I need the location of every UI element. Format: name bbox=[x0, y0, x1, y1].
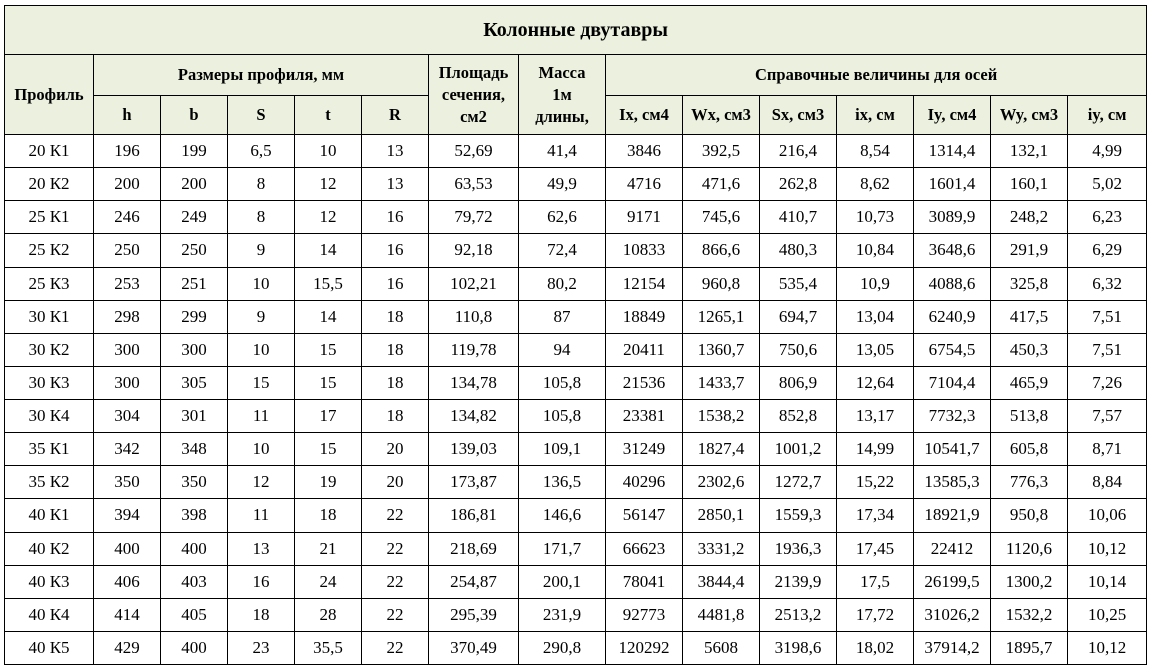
header-ix-moment: Ix, см4 bbox=[606, 96, 683, 135]
value-cell: 246 bbox=[94, 201, 161, 234]
value-cell: 950,8 bbox=[991, 499, 1068, 532]
profile-cell: 30 К3 bbox=[5, 366, 94, 399]
value-cell: 62,6 bbox=[519, 201, 606, 234]
value-cell: 94 bbox=[519, 333, 606, 366]
profile-cell: 40 К4 bbox=[5, 598, 94, 631]
value-cell: 513,8 bbox=[991, 400, 1068, 433]
value-cell: 300 bbox=[161, 333, 228, 366]
value-cell: 110,8 bbox=[429, 300, 519, 333]
value-cell: 52,69 bbox=[429, 135, 519, 168]
value-cell: 23381 bbox=[606, 400, 683, 433]
value-cell: 8,54 bbox=[837, 135, 914, 168]
value-cell: 31249 bbox=[606, 433, 683, 466]
profile-cell: 30 К2 bbox=[5, 333, 94, 366]
value-cell: 3846 bbox=[606, 135, 683, 168]
header-wy-modulus: Wy, см3 bbox=[991, 96, 1068, 135]
value-cell: 13 bbox=[228, 532, 295, 565]
value-cell: 13 bbox=[362, 135, 429, 168]
value-cell: 7,26 bbox=[1068, 366, 1147, 399]
value-cell: 10,12 bbox=[1068, 532, 1147, 565]
profile-cell: 40 К3 bbox=[5, 565, 94, 598]
value-cell: 745,6 bbox=[683, 201, 760, 234]
value-cell: 10 bbox=[228, 333, 295, 366]
value-cell: 56147 bbox=[606, 499, 683, 532]
value-cell: 605,8 bbox=[991, 433, 1068, 466]
value-cell: 160,1 bbox=[991, 168, 1068, 201]
value-cell: 134,82 bbox=[429, 400, 519, 433]
value-cell: 109,1 bbox=[519, 433, 606, 466]
value-cell: 4,99 bbox=[1068, 135, 1147, 168]
value-cell: 262,8 bbox=[760, 168, 837, 201]
table-row bbox=[5, 168, 1147, 201]
value-cell: 960,8 bbox=[683, 267, 760, 300]
value-cell: 6240,9 bbox=[914, 300, 991, 333]
value-cell: 8 bbox=[228, 201, 295, 234]
value-cell: 480,3 bbox=[760, 234, 837, 267]
value-cell: 6754,5 bbox=[914, 333, 991, 366]
value-cell: 134,78 bbox=[429, 366, 519, 399]
value-cell: 79,72 bbox=[429, 201, 519, 234]
profile-cell: 25 К1 bbox=[5, 201, 94, 234]
value-cell: 1272,7 bbox=[760, 466, 837, 499]
header-dim-s: S bbox=[228, 96, 295, 135]
value-cell: 392,5 bbox=[683, 135, 760, 168]
header-iy-radius: iy, см bbox=[1068, 96, 1147, 135]
value-cell: 18 bbox=[295, 499, 362, 532]
value-cell: 12 bbox=[295, 168, 362, 201]
value-cell: 20 bbox=[362, 466, 429, 499]
value-cell: 10,73 bbox=[837, 201, 914, 234]
value-cell: 253 bbox=[94, 267, 161, 300]
value-cell: 17,5 bbox=[837, 565, 914, 598]
value-cell: 18 bbox=[362, 366, 429, 399]
value-cell: 87 bbox=[519, 300, 606, 333]
value-cell: 28 bbox=[295, 598, 362, 631]
value-cell: 120292 bbox=[606, 631, 683, 664]
value-cell: 18,02 bbox=[837, 631, 914, 664]
value-cell: 300 bbox=[94, 366, 161, 399]
profile-cell: 40 К5 bbox=[5, 631, 94, 664]
value-cell: 398 bbox=[161, 499, 228, 532]
value-cell: 11 bbox=[228, 499, 295, 532]
value-cell: 8,62 bbox=[837, 168, 914, 201]
value-cell: 14,99 bbox=[837, 433, 914, 466]
value-cell: 694,7 bbox=[760, 300, 837, 333]
value-cell: 1559,3 bbox=[760, 499, 837, 532]
header-sx-static: Sx, см3 bbox=[760, 96, 837, 135]
value-cell: 3089,9 bbox=[914, 201, 991, 234]
value-cell: 1001,2 bbox=[760, 433, 837, 466]
value-cell: 400 bbox=[161, 532, 228, 565]
value-cell: 6,5 bbox=[228, 135, 295, 168]
value-cell: 17,45 bbox=[837, 532, 914, 565]
value-cell: 15 bbox=[295, 433, 362, 466]
value-cell: 14 bbox=[295, 300, 362, 333]
value-cell: 299 bbox=[161, 300, 228, 333]
value-cell: 72,4 bbox=[519, 234, 606, 267]
profile-cell: 30 К1 bbox=[5, 300, 94, 333]
value-cell: 3648,6 bbox=[914, 234, 991, 267]
value-cell: 2513,2 bbox=[760, 598, 837, 631]
value-cell: 417,5 bbox=[991, 300, 1068, 333]
header-dim-h: h bbox=[94, 96, 161, 135]
value-cell: 20 bbox=[362, 433, 429, 466]
value-cell: 63,53 bbox=[429, 168, 519, 201]
value-cell: 394 bbox=[94, 499, 161, 532]
value-cell: 173,87 bbox=[429, 466, 519, 499]
table-row bbox=[5, 267, 1147, 300]
value-cell: 41,4 bbox=[519, 135, 606, 168]
value-cell: 22412 bbox=[914, 532, 991, 565]
value-cell: 254,87 bbox=[429, 565, 519, 598]
value-cell: 18921,9 bbox=[914, 499, 991, 532]
profile-cell: 35 К2 bbox=[5, 466, 94, 499]
value-cell: 2302,6 bbox=[683, 466, 760, 499]
value-cell: 19 bbox=[295, 466, 362, 499]
table-title: Колонные двутавры bbox=[5, 6, 1147, 55]
value-cell: 15,5 bbox=[295, 267, 362, 300]
value-cell: 7732,3 bbox=[914, 400, 991, 433]
value-cell: 92773 bbox=[606, 598, 683, 631]
value-cell: 348 bbox=[161, 433, 228, 466]
value-cell: 80,2 bbox=[519, 267, 606, 300]
value-cell: 13,05 bbox=[837, 333, 914, 366]
value-cell: 6,29 bbox=[1068, 234, 1147, 267]
value-cell: 136,5 bbox=[519, 466, 606, 499]
value-cell: 291,9 bbox=[991, 234, 1068, 267]
value-cell: 535,4 bbox=[760, 267, 837, 300]
value-cell: 13585,3 bbox=[914, 466, 991, 499]
table-row bbox=[5, 333, 1147, 366]
value-cell: 31026,2 bbox=[914, 598, 991, 631]
value-cell: 139,03 bbox=[429, 433, 519, 466]
value-cell: 10,9 bbox=[837, 267, 914, 300]
value-cell: 17,34 bbox=[837, 499, 914, 532]
value-cell: 22 bbox=[362, 532, 429, 565]
table-row bbox=[5, 532, 1147, 565]
value-cell: 218,69 bbox=[429, 532, 519, 565]
header-dim-b: b bbox=[161, 96, 228, 135]
value-cell: 10,84 bbox=[837, 234, 914, 267]
value-cell: 23 bbox=[228, 631, 295, 664]
value-cell: 7104,4 bbox=[914, 366, 991, 399]
header-iy-moment: Iy, см4 bbox=[914, 96, 991, 135]
value-cell: 9171 bbox=[606, 201, 683, 234]
value-cell: 16 bbox=[362, 267, 429, 300]
profile-cell: 40 К1 bbox=[5, 499, 94, 532]
value-cell: 20411 bbox=[606, 333, 683, 366]
value-cell: 251 bbox=[161, 267, 228, 300]
value-cell: 1360,7 bbox=[683, 333, 760, 366]
value-cell: 10541,7 bbox=[914, 433, 991, 466]
value-cell: 16 bbox=[362, 201, 429, 234]
value-cell: 9 bbox=[228, 300, 295, 333]
header-wx-modulus: Wx, см3 bbox=[683, 96, 760, 135]
value-cell: 5,02 bbox=[1068, 168, 1147, 201]
value-cell: 18 bbox=[362, 300, 429, 333]
value-cell: 18 bbox=[228, 598, 295, 631]
value-cell: 248,2 bbox=[991, 201, 1068, 234]
value-cell: 15 bbox=[295, 366, 362, 399]
value-cell: 22 bbox=[362, 565, 429, 598]
value-cell: 17,72 bbox=[837, 598, 914, 631]
value-cell: 8,71 bbox=[1068, 433, 1147, 466]
value-cell: 21536 bbox=[606, 366, 683, 399]
value-cell: 9 bbox=[228, 234, 295, 267]
value-cell: 8 bbox=[228, 168, 295, 201]
table-row bbox=[5, 201, 1147, 234]
value-cell: 199 bbox=[161, 135, 228, 168]
value-cell: 22 bbox=[362, 499, 429, 532]
value-cell: 21 bbox=[295, 532, 362, 565]
value-cell: 2850,1 bbox=[683, 499, 760, 532]
value-cell: 410,7 bbox=[760, 201, 837, 234]
value-cell: 146,6 bbox=[519, 499, 606, 532]
value-cell: 4716 bbox=[606, 168, 683, 201]
value-cell: 1538,2 bbox=[683, 400, 760, 433]
value-cell: 1601,4 bbox=[914, 168, 991, 201]
value-cell: 1265,1 bbox=[683, 300, 760, 333]
value-cell: 866,6 bbox=[683, 234, 760, 267]
header-profile: Профиль bbox=[5, 55, 94, 135]
value-cell: 49,9 bbox=[519, 168, 606, 201]
value-cell: 186,81 bbox=[429, 499, 519, 532]
table-row bbox=[5, 499, 1147, 532]
value-cell: 200 bbox=[94, 168, 161, 201]
value-cell: 12 bbox=[228, 466, 295, 499]
value-cell: 6,32 bbox=[1068, 267, 1147, 300]
value-cell: 13,17 bbox=[837, 400, 914, 433]
value-cell: 750,6 bbox=[760, 333, 837, 366]
value-cell: 290,8 bbox=[519, 631, 606, 664]
profile-cell: 20 К2 bbox=[5, 168, 94, 201]
value-cell: 776,3 bbox=[991, 466, 1068, 499]
value-cell: 24 bbox=[295, 565, 362, 598]
value-cell: 7,51 bbox=[1068, 300, 1147, 333]
value-cell: 301 bbox=[161, 400, 228, 433]
header-dimensions-group: Размеры профиля, мм bbox=[94, 55, 429, 96]
value-cell: 1895,7 bbox=[991, 631, 1068, 664]
value-cell: 370,49 bbox=[429, 631, 519, 664]
value-cell: 35,5 bbox=[295, 631, 362, 664]
header-mass: Масса 1м длины, bbox=[519, 55, 606, 135]
table-row bbox=[5, 300, 1147, 333]
value-cell: 7,51 bbox=[1068, 333, 1147, 366]
value-cell: 400 bbox=[161, 631, 228, 664]
value-cell: 14 bbox=[295, 234, 362, 267]
value-cell: 10,12 bbox=[1068, 631, 1147, 664]
value-cell: 10 bbox=[228, 267, 295, 300]
value-cell: 102,21 bbox=[429, 267, 519, 300]
table-row bbox=[5, 631, 1147, 664]
value-cell: 406 bbox=[94, 565, 161, 598]
table-row bbox=[5, 234, 1147, 267]
value-cell: 13 bbox=[362, 168, 429, 201]
value-cell: 3198,6 bbox=[760, 631, 837, 664]
value-cell: 429 bbox=[94, 631, 161, 664]
value-cell: 1532,2 bbox=[991, 598, 1068, 631]
value-cell: 10833 bbox=[606, 234, 683, 267]
value-cell: 295,39 bbox=[429, 598, 519, 631]
value-cell: 298 bbox=[94, 300, 161, 333]
value-cell: 171,7 bbox=[519, 532, 606, 565]
table-row bbox=[5, 433, 1147, 466]
value-cell: 22 bbox=[362, 631, 429, 664]
value-cell: 18849 bbox=[606, 300, 683, 333]
value-cell: 465,9 bbox=[991, 366, 1068, 399]
value-cell: 4088,6 bbox=[914, 267, 991, 300]
value-cell: 3844,4 bbox=[683, 565, 760, 598]
i-beam-table bbox=[4, 5, 1147, 665]
value-cell: 196 bbox=[94, 135, 161, 168]
table-body bbox=[5, 135, 1147, 665]
value-cell: 305 bbox=[161, 366, 228, 399]
value-cell: 200 bbox=[161, 168, 228, 201]
value-cell: 12 bbox=[295, 201, 362, 234]
value-cell: 11 bbox=[228, 400, 295, 433]
value-cell: 12154 bbox=[606, 267, 683, 300]
profile-cell: 35 К1 bbox=[5, 433, 94, 466]
value-cell: 10,14 bbox=[1068, 565, 1147, 598]
value-cell: 231,9 bbox=[519, 598, 606, 631]
value-cell: 4481,8 bbox=[683, 598, 760, 631]
value-cell: 18 bbox=[362, 333, 429, 366]
table-row bbox=[5, 466, 1147, 499]
value-cell: 403 bbox=[161, 565, 228, 598]
profile-cell: 25 К3 bbox=[5, 267, 94, 300]
value-cell: 325,8 bbox=[991, 267, 1068, 300]
header-area: Площадь сечения, см2 bbox=[429, 55, 519, 135]
value-cell: 1827,4 bbox=[683, 433, 760, 466]
value-cell: 10,25 bbox=[1068, 598, 1147, 631]
value-cell: 26199,5 bbox=[914, 565, 991, 598]
value-cell: 400 bbox=[94, 532, 161, 565]
value-cell: 1120,6 bbox=[991, 532, 1068, 565]
value-cell: 6,23 bbox=[1068, 201, 1147, 234]
header-axes-group: Справочные величины для осей bbox=[606, 55, 1147, 96]
value-cell: 105,8 bbox=[519, 366, 606, 399]
value-cell: 1433,7 bbox=[683, 366, 760, 399]
table-row bbox=[5, 366, 1147, 399]
value-cell: 5608 bbox=[683, 631, 760, 664]
value-cell: 350 bbox=[161, 466, 228, 499]
value-cell: 450,3 bbox=[991, 333, 1068, 366]
value-cell: 300 bbox=[94, 333, 161, 366]
value-cell: 119,78 bbox=[429, 333, 519, 366]
value-cell: 350 bbox=[94, 466, 161, 499]
value-cell: 12,64 bbox=[837, 366, 914, 399]
value-cell: 250 bbox=[94, 234, 161, 267]
value-cell: 216,4 bbox=[760, 135, 837, 168]
value-cell: 15 bbox=[228, 366, 295, 399]
value-cell: 40296 bbox=[606, 466, 683, 499]
value-cell: 22 bbox=[362, 598, 429, 631]
value-cell: 10,06 bbox=[1068, 499, 1147, 532]
value-cell: 8,84 bbox=[1068, 466, 1147, 499]
value-cell: 1936,3 bbox=[760, 532, 837, 565]
value-cell: 405 bbox=[161, 598, 228, 631]
value-cell: 18 bbox=[362, 400, 429, 433]
header-ix-radius: ix, см bbox=[837, 96, 914, 135]
value-cell: 37914,2 bbox=[914, 631, 991, 664]
value-cell: 342 bbox=[94, 433, 161, 466]
value-cell: 852,8 bbox=[760, 400, 837, 433]
value-cell: 15,22 bbox=[837, 466, 914, 499]
value-cell: 2139,9 bbox=[760, 565, 837, 598]
value-cell: 10 bbox=[228, 433, 295, 466]
value-cell: 92,18 bbox=[429, 234, 519, 267]
value-cell: 471,6 bbox=[683, 168, 760, 201]
value-cell: 1300,2 bbox=[991, 565, 1068, 598]
table-row bbox=[5, 135, 1147, 168]
value-cell: 414 bbox=[94, 598, 161, 631]
value-cell: 250 bbox=[161, 234, 228, 267]
value-cell: 3331,2 bbox=[683, 532, 760, 565]
profile-cell: 20 К1 bbox=[5, 135, 94, 168]
value-cell: 16 bbox=[228, 565, 295, 598]
profile-cell: 40 К2 bbox=[5, 532, 94, 565]
value-cell: 249 bbox=[161, 201, 228, 234]
table-row bbox=[5, 598, 1147, 631]
table-row bbox=[5, 565, 1147, 598]
table-row bbox=[5, 400, 1147, 433]
value-cell: 17 bbox=[295, 400, 362, 433]
value-cell: 15 bbox=[295, 333, 362, 366]
value-cell: 78041 bbox=[606, 565, 683, 598]
profile-cell: 25 К2 bbox=[5, 234, 94, 267]
value-cell: 806,9 bbox=[760, 366, 837, 399]
value-cell: 304 bbox=[94, 400, 161, 433]
value-cell: 105,8 bbox=[519, 400, 606, 433]
header-dim-t: t bbox=[295, 96, 362, 135]
header-dim-r: R bbox=[362, 96, 429, 135]
value-cell: 132,1 bbox=[991, 135, 1068, 168]
value-cell: 13,04 bbox=[837, 300, 914, 333]
value-cell: 1314,4 bbox=[914, 135, 991, 168]
value-cell: 10 bbox=[295, 135, 362, 168]
value-cell: 66623 bbox=[606, 532, 683, 565]
profile-cell: 30 К4 bbox=[5, 400, 94, 433]
value-cell: 16 bbox=[362, 234, 429, 267]
value-cell: 200,1 bbox=[519, 565, 606, 598]
value-cell: 7,57 bbox=[1068, 400, 1147, 433]
